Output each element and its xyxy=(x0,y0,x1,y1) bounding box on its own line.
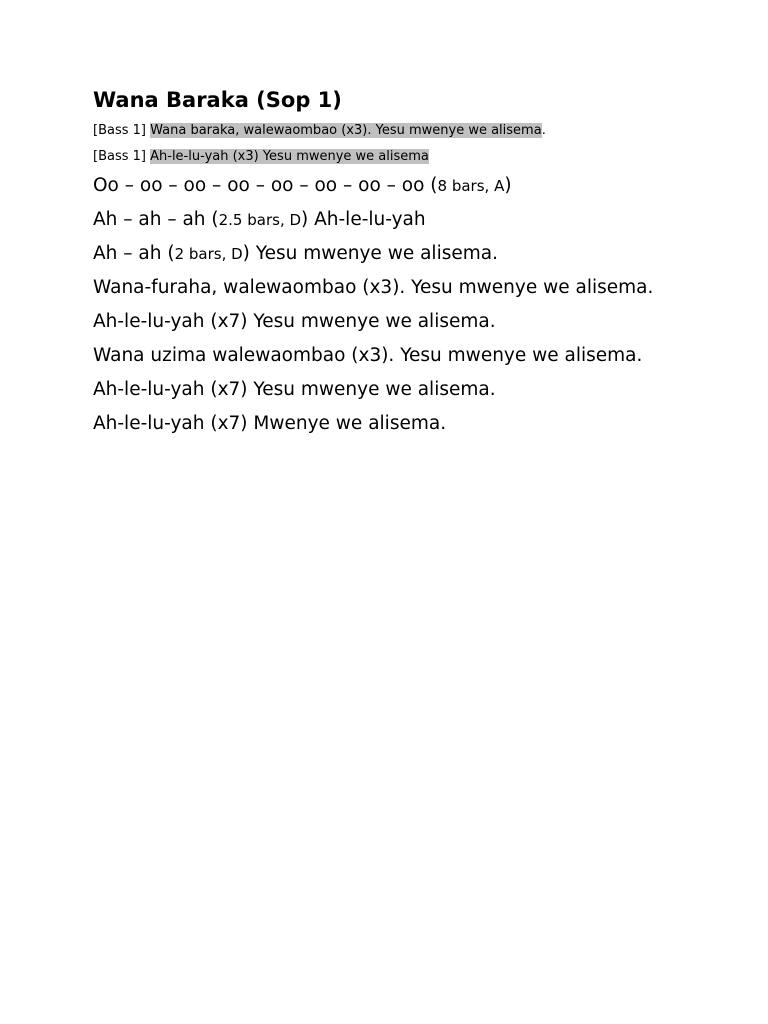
bar-annotation: 2 bars, D xyxy=(174,245,243,263)
cue-trailing: . xyxy=(541,123,546,138)
highlighted-cue-text: Ah-le-lu-yah (x3) Yesu mwenye we alisema xyxy=(150,149,429,164)
document-page xyxy=(93,86,673,446)
lyric-text: ) Yesu mwenye we alisema. xyxy=(242,243,498,264)
lyric-line-5: Ah-le-lu-yah (x7) Yesu mwenye we alisema. xyxy=(93,311,496,332)
document-title: Wana Baraka (Sop 1) xyxy=(93,88,342,112)
highlighted-cue-text: Wana baraka, walewaombao (x3). Yesu mwenye we alisema xyxy=(150,123,542,138)
bar-annotation: 2.5 bars, D xyxy=(218,211,302,229)
bar-annotation: 8 bars, A xyxy=(437,177,505,195)
lyric-line-8: Ah-le-lu-yah (x7) Mwenye we alisema. xyxy=(93,413,447,434)
lyric-line-4: Wana-furaha, walewaombao (x3). Yesu mwenye we alisema. xyxy=(93,277,654,298)
lyric-text: Oo – oo – oo – oo – oo – oo – oo – oo ( xyxy=(93,175,438,196)
bass-cue-1 xyxy=(93,122,673,139)
lyric-text: Ah – ah ( xyxy=(93,243,175,264)
lyric-text: ) xyxy=(504,175,512,196)
cue-label: [Bass 1] xyxy=(93,149,146,164)
cue-label: [Bass 1] xyxy=(93,123,146,138)
lyric-text: ) Ah-le-lu-yah xyxy=(301,209,426,230)
lyric-line-6: Wana uzima walewaombao (x3). Yesu mwenye we alisema. xyxy=(93,345,643,366)
lyric-line-3 xyxy=(93,242,673,266)
lyric-line-1 xyxy=(93,174,673,198)
bass-cue-2 xyxy=(93,148,673,165)
lyric-text: Ah – ah – ah ( xyxy=(93,209,219,230)
lyric-line-7: Ah-le-lu-yah (x7) Yesu mwenye we alisema. xyxy=(93,379,496,400)
lyric-line-2 xyxy=(93,208,673,232)
